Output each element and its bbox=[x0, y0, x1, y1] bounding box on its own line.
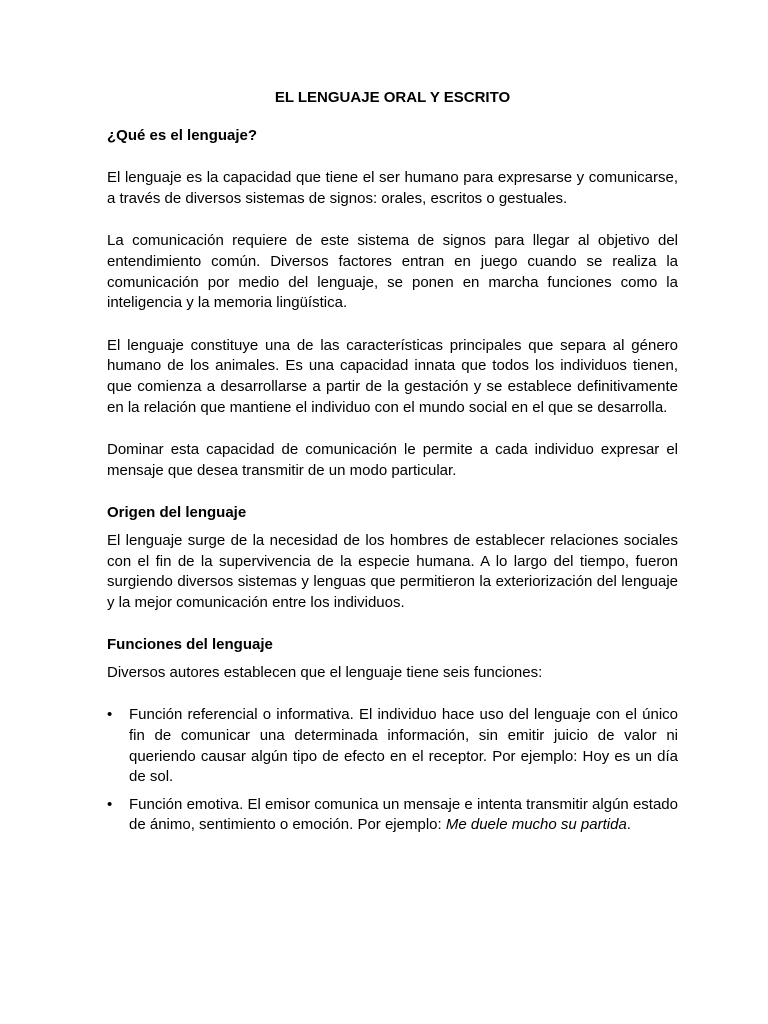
bullet-icon: • bbox=[107, 795, 113, 813]
document-page bbox=[107, 88, 678, 843]
section-heading-funciones: Funciones del lenguaje bbox=[107, 636, 273, 654]
bullet-icon: • bbox=[107, 706, 113, 724]
paragraph: El lenguaje surge de la necesidad de los hombres de establecer relaciones sociales con el fin de la supervivencia de la especie humana. A lo largo del tiempo, fueron surgiendo diversos sistemas y lenguas que permitieron la exteriorización del lenguaje y la mejor comunicación entre los individuos. bbox=[107, 531, 678, 611]
list-item-text: Función emotiva. El emisor comunica un mensaje e intenta transmitir algún estado de ánimo, sentimiento o emoción. Por ejemplo: bbox=[129, 795, 678, 834]
section-heading-que-es: ¿Qué es el lenguaje? bbox=[107, 126, 258, 144]
list-item bbox=[107, 795, 678, 836]
paragraph: Diversos autores establecen que el lenguaje tiene seis funciones: bbox=[107, 663, 543, 681]
functions-list bbox=[107, 705, 678, 836]
paragraph: El lenguaje es la capacidad que tiene el ser humano para expresarse y comunicarse, a través de diversos sistemas de signos: orales, escritos o gestuales. bbox=[107, 169, 678, 207]
document-title: EL LENGUAJE ORAL Y ESCRITO bbox=[274, 89, 511, 106]
list-item-suffix: . bbox=[626, 816, 631, 834]
paragraph: El lenguaje constituye una de las características principales que separa al género humano de los animales. Es una capacidad innata que todos los individuos tienen, que comienza a desarrollarse a partir de la gestación y se establece definitivamente en la relación que mantiene el individuo con el mundo social en el que se desarrolla. bbox=[107, 336, 678, 416]
section-heading-origen: Origen del lenguaje bbox=[107, 504, 247, 522]
list-item bbox=[107, 705, 678, 787]
list-item-example: Me duele mucho su partida bbox=[445, 816, 627, 834]
paragraph: La comunicación requiere de este sistema de signos para llegar al objetivo del entendimiento común. Diversos factores entran en juego cuando se realiza la comunicación por medio del lenguaje, se ponen en marcha funciones como la inteligencia y la memoria lingüística. bbox=[107, 232, 678, 312]
paragraph: Dominar esta capacidad de comunicación le permite a cada individuo expresar el mensaje que desea transmitir de un modo particular. bbox=[107, 441, 678, 479]
list-item-text: Función referencial o informativa. El individuo hace uso del lenguaje con el único fin de comunicar una determinada información, sin emitir juicio de valor ni queriendo causar algún tipo de efecto en el receptor. Por ejemplo: Hoy es un día de sol. bbox=[129, 706, 678, 786]
